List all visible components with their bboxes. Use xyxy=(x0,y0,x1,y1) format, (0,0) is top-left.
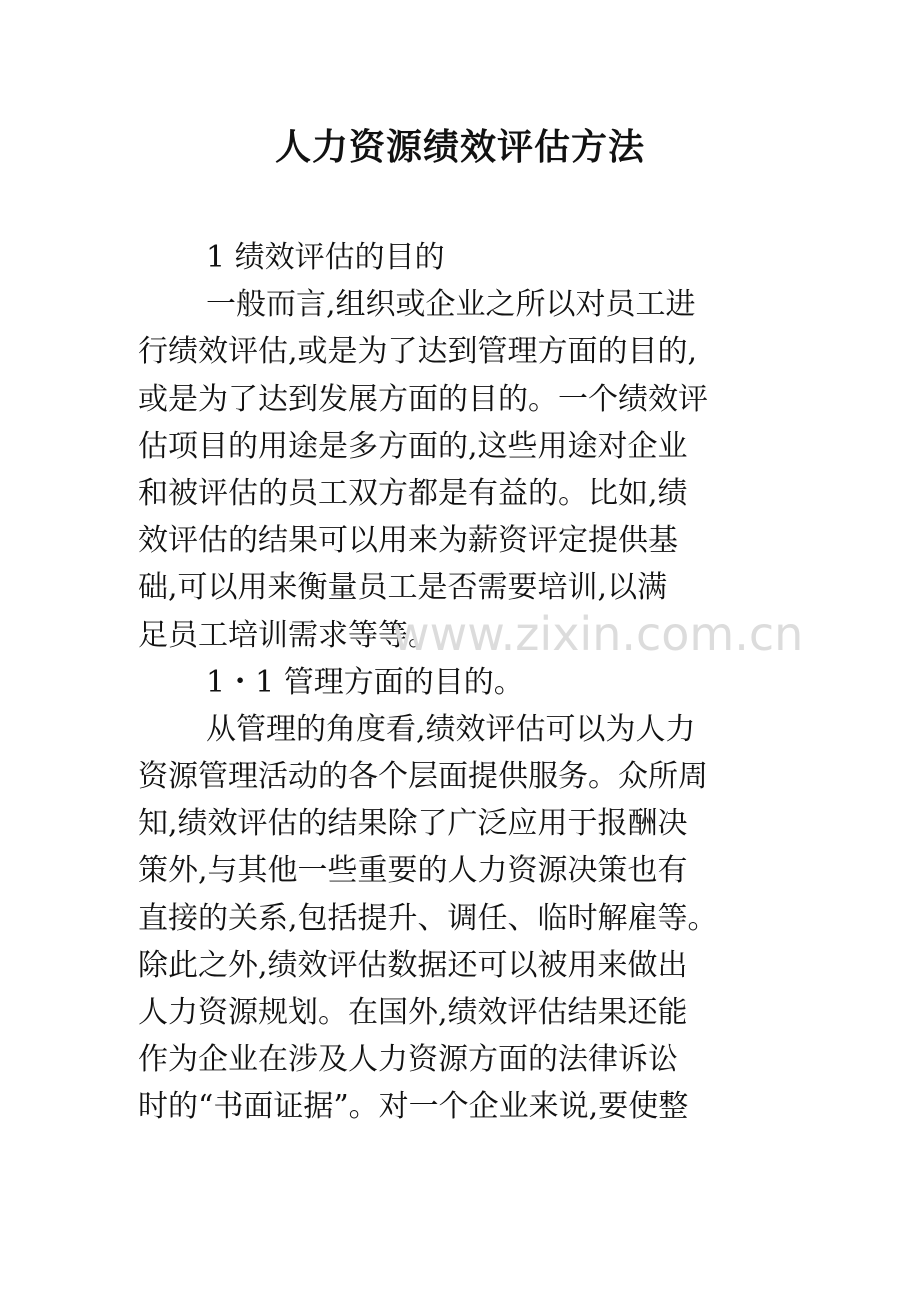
section-heading: 1 绩效评估的目的 xyxy=(206,240,445,275)
paragraph-line: 资源管理活动的各个层面提供服务。众所周 xyxy=(138,759,708,795)
paragraph-line: 作为企业在涉及人力资源方面的法律诉讼 xyxy=(138,1042,678,1078)
subsection-heading: 1・1 管理方面的目的。 xyxy=(206,664,524,700)
paragraph-line: 一般而言,组织或企业之所以对员工进 xyxy=(206,287,696,323)
document-body xyxy=(138,234,798,1131)
watermark: www.zixin.com.cn xyxy=(392,607,804,661)
paragraph-line: 行绩效评估,或是为了达到管理方面的目的, xyxy=(138,334,698,370)
paragraph-line: 直接的关系,包括提升、调任、临时解雇等。 xyxy=(138,900,718,936)
paragraph-line: 效评估的结果可以用来为薪资评定提供基 xyxy=(138,523,678,559)
paragraph-line: 和被评估的员工双方都是有益的。比如,绩 xyxy=(138,475,688,511)
paragraph-line: 除此之外,绩效评估数据还可以被用来做出 xyxy=(138,947,688,983)
paragraph-line: 础,可以用来衡量员工是否需要培训,以满 xyxy=(138,570,668,606)
paragraph-line: 估项目的用途是多方面的,这些用途对企业 xyxy=(138,428,688,464)
paragraph-line: 策外,与其他一些重要的人力资源决策也有 xyxy=(138,853,688,889)
paragraph-line: 知,绩效评估的结果除了广泛应用于报酬决 xyxy=(138,806,688,842)
paragraph-line: 人力资源规划。在国外,绩效评估结果还能 xyxy=(138,995,688,1030)
paragraph-line: 或是为了达到发展方面的目的。一个绩效评 xyxy=(138,381,708,417)
paragraph-line: 从管理的角度看,绩效评估可以为人力 xyxy=(206,711,696,747)
paragraph-line: 时的“书面证据”。对一个企业来说,要使整 xyxy=(138,1089,689,1125)
document-title: 人力资源绩效评估方法 xyxy=(274,126,645,168)
paragraph-line: 足员工培训需求等等。 xyxy=(138,617,438,653)
